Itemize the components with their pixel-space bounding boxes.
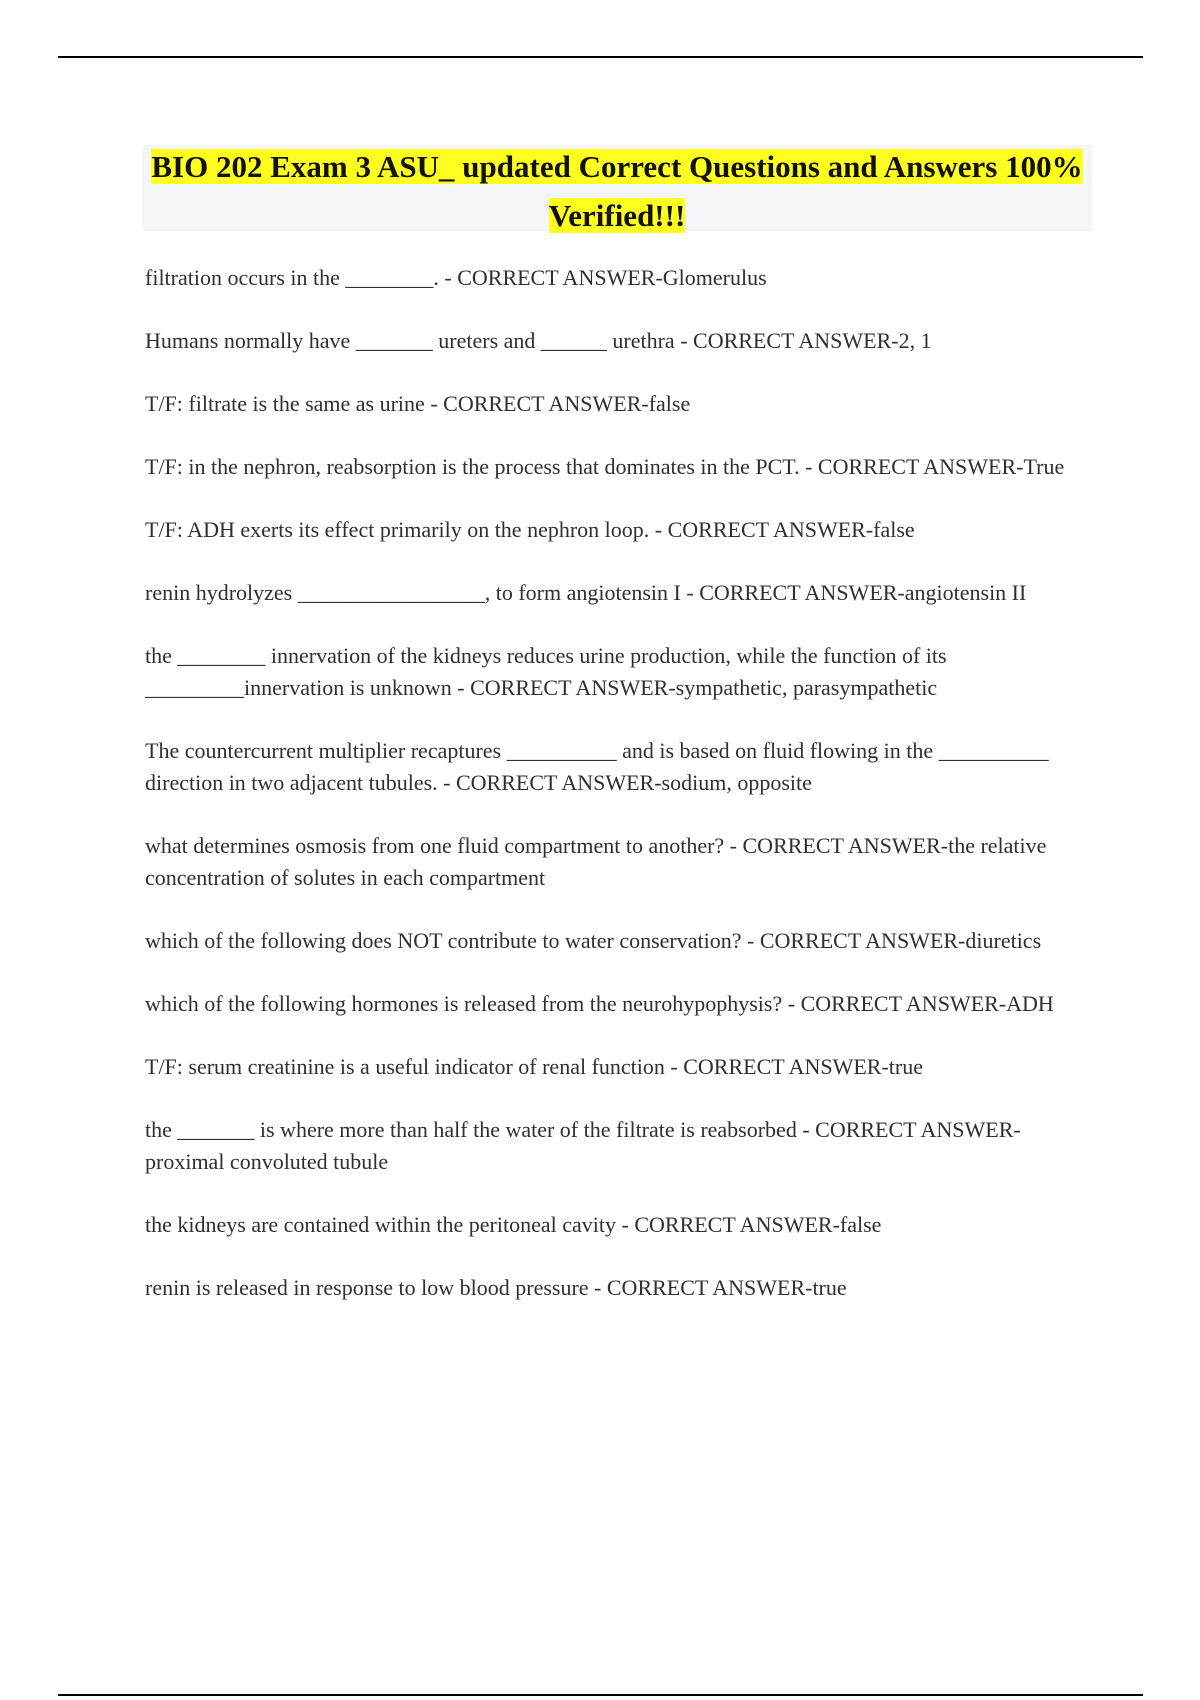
qa-item: T/F: serum creatinine is a useful indicator of renal function - CORRECT ANSWER-true — [145, 1054, 923, 1079]
qa-item: The countercurrent multiplier recaptures __________ and is based on fluid flowing in the __________ direction in two adjacent tubules. - CORRECT ANSWER-sodium, opposite — [145, 738, 1049, 795]
qa-item: the ________ innervation of the kidneys reduces urine production, while the function of its _________innervation is unknown - CORRECT ANSWER-sympathetic, parasympathetic — [145, 643, 947, 700]
qa-item: filtration occurs in the ________. - CORRECT ANSWER-Glomerulus — [145, 265, 767, 290]
bottom-rule — [58, 1694, 1143, 1696]
qa-item: what determines osmosis from one fluid compartment to another? - CORRECT ANSWER-the relative concentration of solutes in each compartment — [145, 833, 1047, 890]
document-title: BIO 202 Exam 3 ASU_ updated Correct Questions and Answers 100% Verified!!! — [151, 149, 1083, 233]
qa-item: the kidneys are contained within the peritoneal cavity - CORRECT ANSWER-false — [145, 1212, 882, 1237]
qa-item: which of the following does NOT contribute to water conservation? - CORRECT ANSWER-diuretics — [145, 928, 1042, 953]
qa-item: Humans normally have _______ ureters and ______ urethra - CORRECT ANSWER-2, 1 — [145, 328, 932, 353]
qa-item: renin is released in response to low blood pressure - CORRECT ANSWER-true — [145, 1275, 847, 1300]
qa-item: the _______ is where more than half the water of the filtrate is reabsorbed - CORRECT ANSWER-proximal convoluted tubule — [145, 1117, 1021, 1174]
qa-item: T/F: filtrate is the same as urine - CORRECT ANSWER-false — [145, 391, 691, 416]
top-rule — [58, 56, 1143, 58]
qa-item: T/F: ADH exerts its effect primarily on the nephron loop. - CORRECT ANSWER-false — [145, 517, 915, 542]
qa-item: T/F: in the nephron, reabsorption is the process that dominates in the PCT. - CORRECT ANSWER-True — [145, 454, 1065, 479]
qa-list — [145, 262, 1070, 1335]
qa-item: which of the following hormones is released from the neurohypophysis? - CORRECT ANSWER-ADH — [145, 991, 1054, 1016]
qa-item: renin hydrolyzes _________________, to form angiotensin I - CORRECT ANSWER-angiotensin II — [145, 580, 1027, 605]
title-box — [142, 145, 1092, 231]
